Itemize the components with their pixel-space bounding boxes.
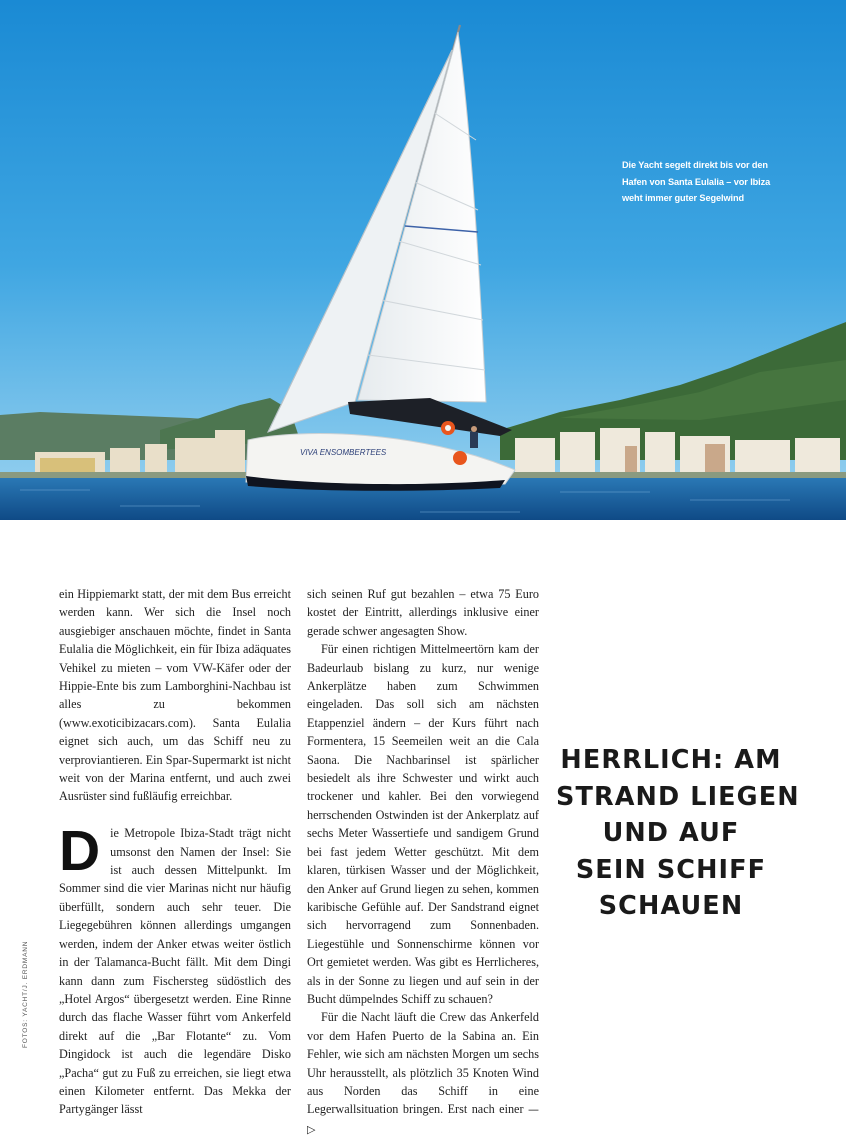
hero-photo — [0, 0, 846, 520]
pull-quote-line: UND AUF — [602, 818, 740, 848]
sailing-yacht-photo — [0, 0, 846, 520]
body-paragraph — [307, 1008, 539, 1139]
body-paragraph: Für einen richtigen Mittelmeertörn kam der Badeurlaub bislang zu kurz, nur wenige Ankerplätze haben zum Schwimmen eingeladen. Das soll sich am nächsten Etappenziel ändern – der Kurs führt nach Formentera, 15 Seemeilen weit an die Cala Saona. Die Nachbarinsel ist spärlicher besiedelt als ihre Schwester und wirkt auch trockener und kahler. Bei den vorwiegend herrschenden Ostwinden ist der Ankerplatz auf sechs Meter Wassertiefe und sandigem Grund bei fast jedem Wetter geschützt. Mit dem klaren, türkisen Wasser und der Möglichkeit, den Anker auf Grund liegen zu sehen, kommen karibische Gefühle auf. Der Sandstrand eignet sich hervorragend zum Sonnenbaden. Liegestühle und Sonnenschirme können vor Ort gemietet werden. Was gibt es Herrlicheres, als in der Sonne zu liegen und auf sein in der Bucht dümpelndes Schiff zu schauen? — [307, 642, 539, 1006]
photo-caption — [622, 157, 822, 207]
article-column-1 — [59, 585, 291, 1119]
body-text: Für die Nacht läuft die Crew das Ankerfeld vor dem Hafen Puerto de la Sabina an. Ein Fehler, wie sich am nächsten Morgen um sechs Uhr herausstellt, als plötzlich 35 Knoten Wind aus Norden das Schiff in eine Legerwallsituation bringen. Erst nach einer — [307, 1010, 539, 1117]
yacht-name-text: VIVA ENSOMBERTEES — [300, 448, 387, 457]
body-paragraph-dropcap — [59, 819, 291, 1119]
pull-quote — [556, 742, 800, 925]
photo-credit: FOTOS: YACHT/J. ERDMANN — [22, 940, 29, 1048]
body-paragraph: sich seinen Ruf gut bezahlen – etwa 75 Euro kostet der Eintritt, allerdings inklusive einer gerade schwer angesagten Show. — [307, 587, 539, 638]
pull-quote-line: STRAND LIEGEN — [556, 781, 800, 812]
caption-line: Die Yacht segelt direkt bis vor den — [622, 160, 768, 170]
caption-line: Hafen von Santa Eulalia – vor Ibiza — [622, 176, 771, 187]
pull-quote-line: SCHAUEN — [598, 891, 744, 921]
pull-quote-line: SEIN SCHIFF — [575, 854, 767, 885]
caption-line: weht immer guter Segelwind — [622, 193, 744, 203]
pull-quote-line: HERRLICH: AM — [560, 745, 782, 775]
drop-cap: D — [59, 819, 101, 884]
article-column-2 — [307, 585, 539, 1139]
body-paragraph: ein Hippiemarkt statt, der mit dem Bus erreicht werden kann. Wer sich die Insel noch ausgiebiger anschauen möchte, findet in Santa Eulalia die Möglichkeit, ein für Ibiza adäquates Vehikel zu mieten – vom VW-Käfer oder der Hippie-Ente bis zum Lamborghini-Nachbau ist alles zu bekommen (www.exoticibizacars.com). Santa Eulalia eignet sich auch, um das Schiff neu zu verproviantieren. Ein Spar-Supermarkt ist nicht weit von der Marina entfernt, und auch zwei Ausrüster sind fußläufig erreichbar. — [59, 587, 291, 804]
body-text: ie Metropole Ibiza-Stadt trägt nicht umsonst den Namen der Insel: Sie ist auch dessen Mittelpunkt. Im Sommer sind die vier Marinas nicht nur häufig überfüllt, sondern auch sehr teuer. Die Liegegebühren können allerdings umgangen werden, indem der Anker etwas weiter östlich in der Talamanca-Bucht fällt. Mit dem Dingi kann dann zum Fischersteg südöstlich des „Hotel Argos“ übergesetzt werden. Eine Rinne durch das flache Wasser führt vom Ankerfeld direkt auf die „Bar Flotante“ zu. Vom Dingidock ist auch die legendäre Disko „Pacha“ gut zu Fuß zu erreichen, sie liegt etwa einen Kilometer entfernt. Das Mekka der Partygänger lässt — [59, 826, 291, 1117]
continue-arrow-icon: —▷ — [307, 1103, 539, 1136]
